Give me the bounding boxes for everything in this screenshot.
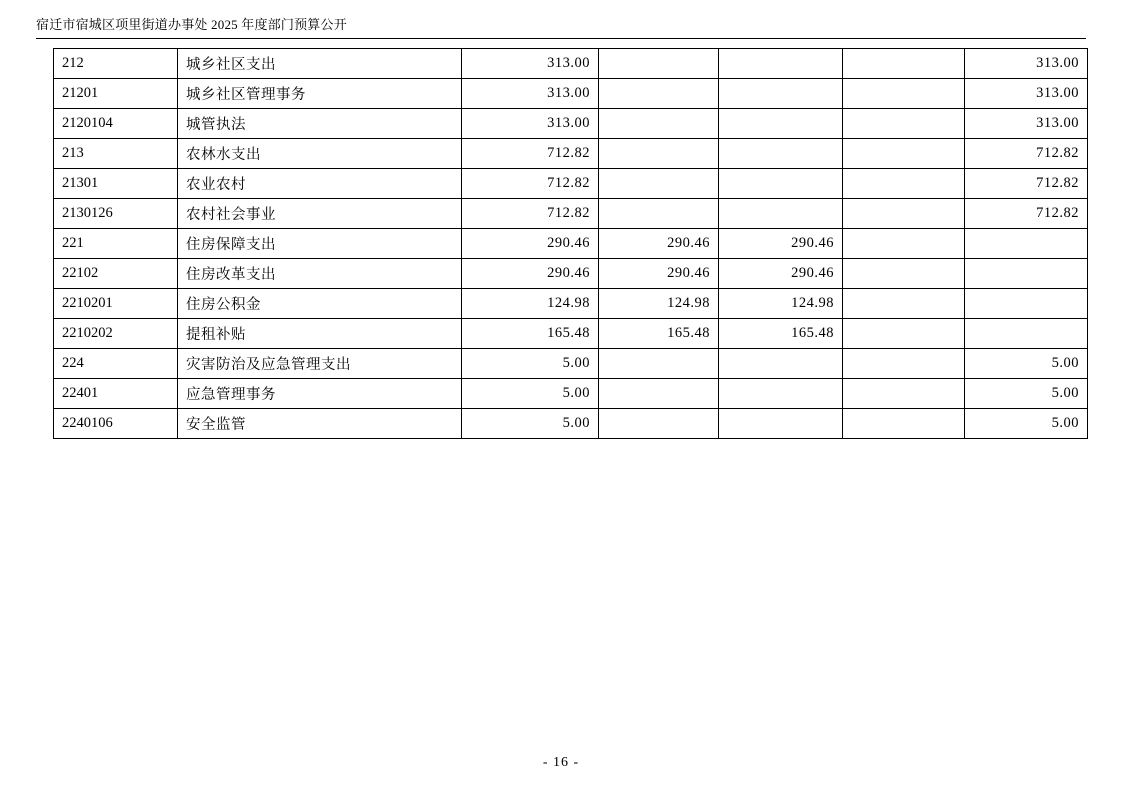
cell-amount-v3 [719, 109, 843, 139]
table-row [54, 229, 1088, 259]
cell-amount-v1: 290.46 [462, 259, 599, 289]
table-row [54, 199, 1088, 229]
cell-amount-v2 [599, 199, 719, 229]
cell-amount-v2: 290.46 [599, 259, 719, 289]
page-header-title: 宿迁市宿城区项里街道办事处 2025 年度部门预算公开 [36, 17, 347, 32]
table-row [54, 259, 1088, 289]
cell-amount-v5: 313.00 [965, 79, 1088, 109]
cell-amount-v3 [719, 379, 843, 409]
cell-amount-v5: 712.82 [965, 139, 1088, 169]
cell-amount-v2 [599, 169, 719, 199]
cell-amount-v4 [843, 109, 965, 139]
cell-amount-v1: 313.00 [462, 79, 599, 109]
cell-amount-v3: 290.46 [719, 229, 843, 259]
table-row [54, 409, 1088, 439]
cell-amount-v4 [843, 229, 965, 259]
cell-item-name: 农业农村 [178, 169, 462, 199]
cell-item-name: 农林水支出 [178, 139, 462, 169]
cell-amount-v1: 313.00 [462, 109, 599, 139]
cell-amount-v4 [843, 169, 965, 199]
cell-amount-v3 [719, 79, 843, 109]
cell-amount-v5: 313.00 [965, 49, 1088, 79]
cell-item-name: 住房保障支出 [178, 229, 462, 259]
cell-amount-v1: 712.82 [462, 199, 599, 229]
cell-amount-v3 [719, 139, 843, 169]
cell-amount-v2: 165.48 [599, 319, 719, 349]
cell-item-name: 城管执法 [178, 109, 462, 139]
cell-item-name: 安全监管 [178, 409, 462, 439]
cell-amount-v1: 712.82 [462, 139, 599, 169]
table-row [54, 139, 1088, 169]
cell-amount-v5 [965, 319, 1088, 349]
cell-amount-v2 [599, 409, 719, 439]
table-row [54, 49, 1088, 79]
cell-amount-v2 [599, 379, 719, 409]
cell-amount-v5 [965, 289, 1088, 319]
cell-item-name: 城乡社区管理事务 [178, 79, 462, 109]
cell-item-name: 灾害防治及应急管理支出 [178, 349, 462, 379]
cell-amount-v4 [843, 379, 965, 409]
cell-amount-v4 [843, 49, 965, 79]
cell-code: 2130126 [54, 199, 178, 229]
table-row [54, 79, 1088, 109]
cell-code: 224 [54, 349, 178, 379]
cell-code: 21201 [54, 79, 178, 109]
cell-amount-v1: 290.46 [462, 229, 599, 259]
cell-amount-v2: 290.46 [599, 229, 719, 259]
cell-amount-v4 [843, 139, 965, 169]
budget-table-body [54, 49, 1088, 439]
table-row [54, 349, 1088, 379]
table-row [54, 109, 1088, 139]
cell-amount-v1: 313.00 [462, 49, 599, 79]
cell-item-name: 农村社会事业 [178, 199, 462, 229]
cell-amount-v3 [719, 169, 843, 199]
cell-item-name: 提租补贴 [178, 319, 462, 349]
cell-amount-v5 [965, 259, 1088, 289]
cell-amount-v3: 124.98 [719, 289, 843, 319]
cell-code: 2210201 [54, 289, 178, 319]
cell-item-name: 住房改革支出 [178, 259, 462, 289]
table-row [54, 169, 1088, 199]
cell-amount-v5 [965, 229, 1088, 259]
table-row [54, 289, 1088, 319]
cell-amount-v2 [599, 79, 719, 109]
page-number: - 16 - [542, 755, 580, 770]
cell-amount-v4 [843, 79, 965, 109]
cell-amount-v3 [719, 49, 843, 79]
budget-table [53, 48, 1088, 439]
cell-amount-v3: 165.48 [719, 319, 843, 349]
cell-amount-v2: 124.98 [599, 289, 719, 319]
cell-amount-v1: 712.82 [462, 169, 599, 199]
cell-code: 2120104 [54, 109, 178, 139]
cell-amount-v3 [719, 199, 843, 229]
cell-code: 221 [54, 229, 178, 259]
cell-amount-v5: 5.00 [965, 349, 1088, 379]
cell-amount-v5: 5.00 [965, 409, 1088, 439]
cell-item-name: 应急管理事务 [178, 379, 462, 409]
cell-amount-v2 [599, 49, 719, 79]
cell-amount-v2 [599, 349, 719, 379]
cell-amount-v1: 5.00 [462, 379, 599, 409]
cell-code: 212 [54, 49, 178, 79]
cell-code: 22401 [54, 379, 178, 409]
cell-code: 22102 [54, 259, 178, 289]
cell-amount-v1: 165.48 [462, 319, 599, 349]
cell-amount-v4 [843, 199, 965, 229]
header-divider [36, 38, 1086, 39]
cell-code: 2240106 [54, 409, 178, 439]
cell-amount-v4 [843, 259, 965, 289]
cell-amount-v4 [843, 289, 965, 319]
cell-amount-v2 [599, 109, 719, 139]
cell-item-name: 住房公积金 [178, 289, 462, 319]
cell-amount-v3 [719, 409, 843, 439]
cell-amount-v5: 5.00 [965, 379, 1088, 409]
cell-code: 213 [54, 139, 178, 169]
cell-amount-v1: 5.00 [462, 349, 599, 379]
table-row [54, 319, 1088, 349]
budget-table-container [53, 48, 1087, 439]
cell-code: 2210202 [54, 319, 178, 349]
cell-amount-v1: 124.98 [462, 289, 599, 319]
cell-amount-v1: 5.00 [462, 409, 599, 439]
cell-amount-v4 [843, 349, 965, 379]
cell-amount-v5: 313.00 [965, 109, 1088, 139]
cell-code: 21301 [54, 169, 178, 199]
cell-amount-v4 [843, 319, 965, 349]
cell-amount-v5: 712.82 [965, 169, 1088, 199]
cell-amount-v4 [843, 409, 965, 439]
cell-amount-v3: 290.46 [719, 259, 843, 289]
cell-amount-v5: 712.82 [965, 199, 1088, 229]
cell-amount-v3 [719, 349, 843, 379]
cell-item-name: 城乡社区支出 [178, 49, 462, 79]
cell-amount-v2 [599, 139, 719, 169]
table-row [54, 379, 1088, 409]
